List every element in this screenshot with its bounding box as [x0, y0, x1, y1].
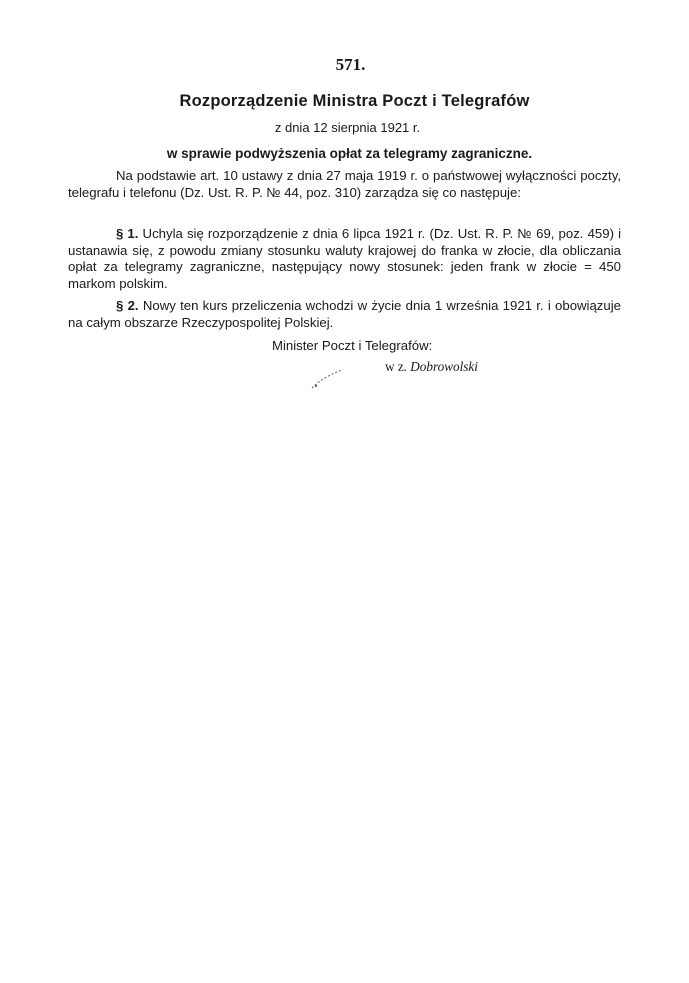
document-date: z dnia 12 sierpnia 1921 r.: [274, 120, 421, 135]
section-1-paragraph: [68, 226, 621, 292]
section-2-text: Nowy ten kurs przeliczenia wchodzi w życie dnia 1 września 1921 r. i obowiązuje na całym obszarze Rzeczypospolitej Polskiej.: [68, 298, 622, 330]
document-title: Rozporządzenie Ministra Poczt i Telegrafów: [179, 92, 530, 110]
signature-name: Dobrowolski: [410, 359, 478, 374]
preamble-text: Na podstawie art. 10 ustawy z dnia 27 maja 1919 r. o państwowej wyłączności poczty, telegrafu i telefonu (Dz. Ust. R. P. № 44, poz. 310) zarządza się co następuje:: [68, 168, 621, 200]
signature-prefix: w z.: [385, 359, 407, 374]
document-number: 571.: [335, 55, 366, 74]
signature-block: [385, 359, 478, 375]
preamble-paragraph: [68, 168, 621, 201]
section-2-paragraph: [68, 298, 621, 331]
signature-role: Minister Poczt i Telegrafów:: [272, 338, 433, 353]
section-1-label: § 1.: [116, 226, 139, 241]
document-subject: w sprawie podwyższenia opłat za telegramy zagraniczne.: [166, 146, 533, 161]
ink-stroke-mark: [308, 364, 348, 394]
section-2-label: § 2.: [116, 298, 139, 313]
section-1-text: Uchyla się rozporządzenie z dnia 6 lipca 1921 r. (Dz. Ust. R. P. № 69, poz. 459) i ustanawia się, z powodu zmiany stosunku waluty krajowej do franka w złocie, dla obliczania opłat za telegramy zagraniczne, następujący nowy stosunek: jeden frank w złocie = 450 markom polskim.: [68, 226, 621, 291]
